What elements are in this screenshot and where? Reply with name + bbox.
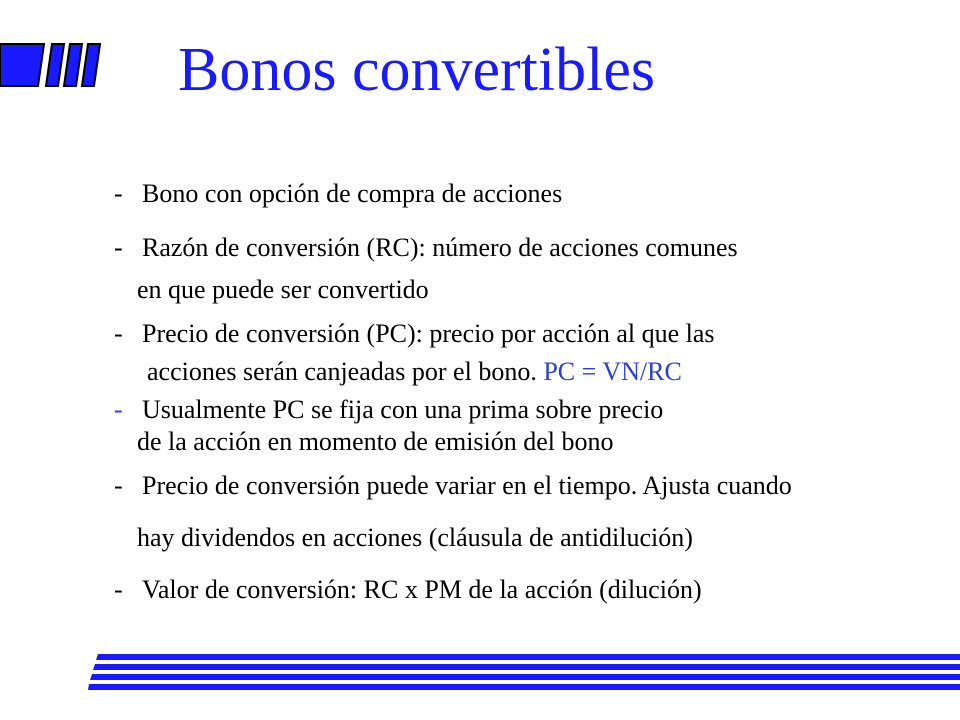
bullet-1 [114, 178, 562, 210]
bullet-3 [114, 318, 715, 350]
slide-title: Bonos convertibles [178, 36, 655, 104]
bullet-6-marker: - [114, 575, 123, 604]
bullet-3-continuation-text: acciones serán canjeadas por el bono. [147, 357, 544, 386]
bullet-1-text: Bono con opción de compra de acciones [142, 179, 563, 208]
bullet-4-marker: - [114, 395, 123, 424]
bullet-1-marker: - [114, 179, 123, 208]
bullet-3-text: Precio de conversión (PC): precio por acción al que las [142, 319, 715, 348]
bullet-2-marker: - [114, 233, 123, 262]
conversion-price-formula: PC = VN/RC [543, 357, 682, 386]
bullet-6 [114, 574, 702, 606]
bullet-6-text: Valor de conversión: RC x PM de la acción (dilución) [142, 575, 702, 604]
bullet-2-continuation: en que puede ser convertido [137, 275, 429, 304]
bullet-2 [114, 232, 738, 264]
bullet-5-text: Precio de conversión puede variar en el tiempo. Ajusta cuando [142, 471, 792, 500]
bullet-5-continuation: hay dividendos en acciones (cláusula de antidilución) [137, 523, 693, 552]
striped-bars-logo-icon [0, 40, 110, 90]
bullet-2-text: Razón de conversión (RC): número de acciones comunes [142, 233, 738, 262]
footer-rules-icon [88, 654, 960, 694]
bullet-4-continuation: de la acción en momento de emisión del bono [137, 427, 614, 456]
bullet-3-marker: - [114, 319, 123, 348]
bullet-5-marker: - [114, 471, 123, 500]
bullet-4-text: Usualmente PC se fija con una prima sobre precio [142, 395, 664, 424]
bullet-3-continuation [147, 356, 682, 388]
bullet-4 [114, 394, 663, 426]
bullet-5 [114, 470, 792, 502]
